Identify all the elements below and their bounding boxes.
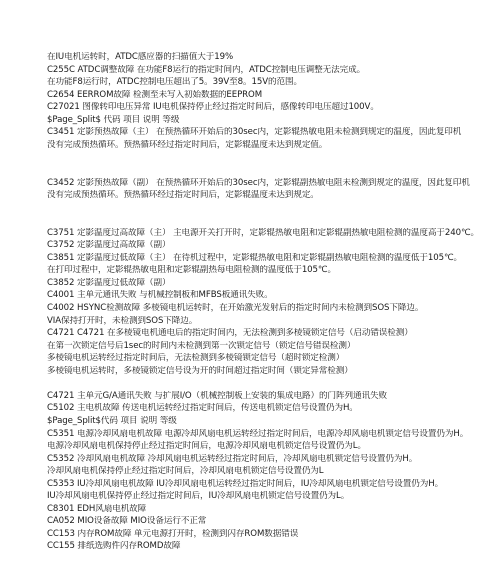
text-line: CC155 排纸选购件闪存ROMD故障 bbox=[47, 541, 181, 552]
text-line: C5352 冷却风扇电机故障 冷却风扇电机运转经过指定时间后，冷却风扇电机锁定信号设置仍为H。 bbox=[47, 453, 418, 464]
text-line: C27021 图像转印电压异常 IU电机保持停止经过指定时间后，感像转印电压超过100V。 bbox=[47, 102, 379, 113]
text-line: C3851 定影温度过低故障（主） 在待机过程中，定影辊热敏电阻和定影辊副热敏电阻检测的温度低于105℃。 bbox=[47, 252, 463, 263]
text-line: C2654 EERROM故障 检测至未写入初始数据的EEPROM bbox=[47, 89, 263, 100]
text-line: CA052 MIO设备故障 MIO设备运行不正常 bbox=[47, 516, 207, 527]
text-line: 在IU电机运转时，ATDC感应器的扫描值大于19% bbox=[47, 52, 234, 62]
text-line: C5353 IU冷却风扇电机故障 IU冷却风扇电机运转经过指定时间后，IU冷却风扇电机锁定信号设置仍为H。 bbox=[47, 478, 444, 489]
text-line: C4001 主单元通讯失败 与机械控制板和MFBS板通讯失败。 bbox=[47, 290, 273, 301]
text-line: 在第一次锁定信号后1sec的时间内未检测到第一次锁定信号（锁定信号错误检测） bbox=[47, 340, 356, 351]
text-line: C5102 主电机故障 传送电机运转经过指定时间后，传送电机锁定信号设置仍为H。 bbox=[47, 403, 358, 414]
text-line: 多棱镜电机运转经过指定时间后，无法检测到多棱镜锁定信号（超时锁定检测） bbox=[47, 353, 345, 364]
text-line: 没有完成预热循环。预热循环经过指定时间后，定影辊温度未达到规定。 bbox=[47, 190, 319, 201]
text-line: C3852 定影温度过低故障（副） bbox=[47, 277, 171, 288]
text-line: C3751 定影温度过高故障（主） 主电源开关打开时，定影辊热敏电阻和定影辊副热敏电阻检测的温度高于240℃。 bbox=[47, 227, 480, 238]
text-line: C3752 定影温度过高故障（副） bbox=[47, 240, 171, 251]
text-line: $Page_Split$代码 项目 说明 等级 bbox=[47, 415, 177, 426]
text-line: CC153 内存ROM故障 单元电源打开时，检测到闪存ROM数据错误 bbox=[47, 528, 299, 539]
text-line: C4002 HSYNC检测故障 多棱镜电机运转时，在开始激光发射后的指定时间内未检测到SOS下降边。 bbox=[47, 303, 424, 313]
text-line: 在功能F8运行时，ATDC控制电压超出了5。39V至8。15V的范围。 bbox=[47, 77, 303, 88]
text-line: VIA保持打开时，未检测到SOS下降边。 bbox=[47, 315, 198, 326]
text-line: C3451 定影预热故障（主） 在预热循环开始后的30sec内，定影辊热敏电阻未检测到规定的温度，因此复印机 bbox=[47, 127, 462, 138]
text-line: C3452 定影预热故障（副） 在预热循环开始后的30sec内，定影辊副热敏电阻未检测到规定的温度，因此复印机 bbox=[47, 177, 470, 188]
text-line: C4721 C4721 在多棱镜电机通电后的指定时间内，无法检测到多棱镜锁定信号（启动错误检测） bbox=[47, 328, 413, 339]
text-line: $Page_Split$ 代码 项目 说明 等级 bbox=[47, 114, 180, 125]
text-line: C5351 电源冷却风扇电机故障 电源冷却风扇电机运转经过指定时间后，电源冷却风扇电机锁定信号设置仍为H。 bbox=[47, 428, 469, 439]
text-line: C255C ATDC调整故障 在功能F8运行的指定时间内，ATDC控制电压调整无法完成。 bbox=[47, 64, 366, 75]
text-line: IU冷却风扇电机保持停止经过指定时间后，IU冷却风扇电机锁定信号设置仍为L。 bbox=[47, 491, 350, 502]
text-line: C8301 EDH风扇电机故障 bbox=[47, 503, 147, 514]
text-line: C4721 主单元G/A通讯失败 与扩展I/O（机械控制板上安装的集成电路）的门阵列通讯失败 bbox=[47, 390, 387, 401]
text-line: 在打印过程中，定影辊热敏电阻和定影辊副热每电阻检测的温度低于105℃。 bbox=[47, 265, 336, 276]
text-line: 电源冷却风扇电机保持停止经过指定时间后，电源冷却风扇电机锁定信号设置仍为L。 bbox=[47, 441, 366, 452]
text-line: 没有完成预热循环。预热循环经过指定时间后，定影辊温度未达到规定值。 bbox=[47, 139, 328, 150]
text-line: 多棱镜电机运转时，多棱镜锁定信号设为开的时间超过指定时间（锁定异常检测） bbox=[47, 365, 353, 376]
text-line: 冷却风扇电机保持停止经过指定时间后，冷却风扇电机锁定信号设置仍为L bbox=[47, 466, 324, 477]
